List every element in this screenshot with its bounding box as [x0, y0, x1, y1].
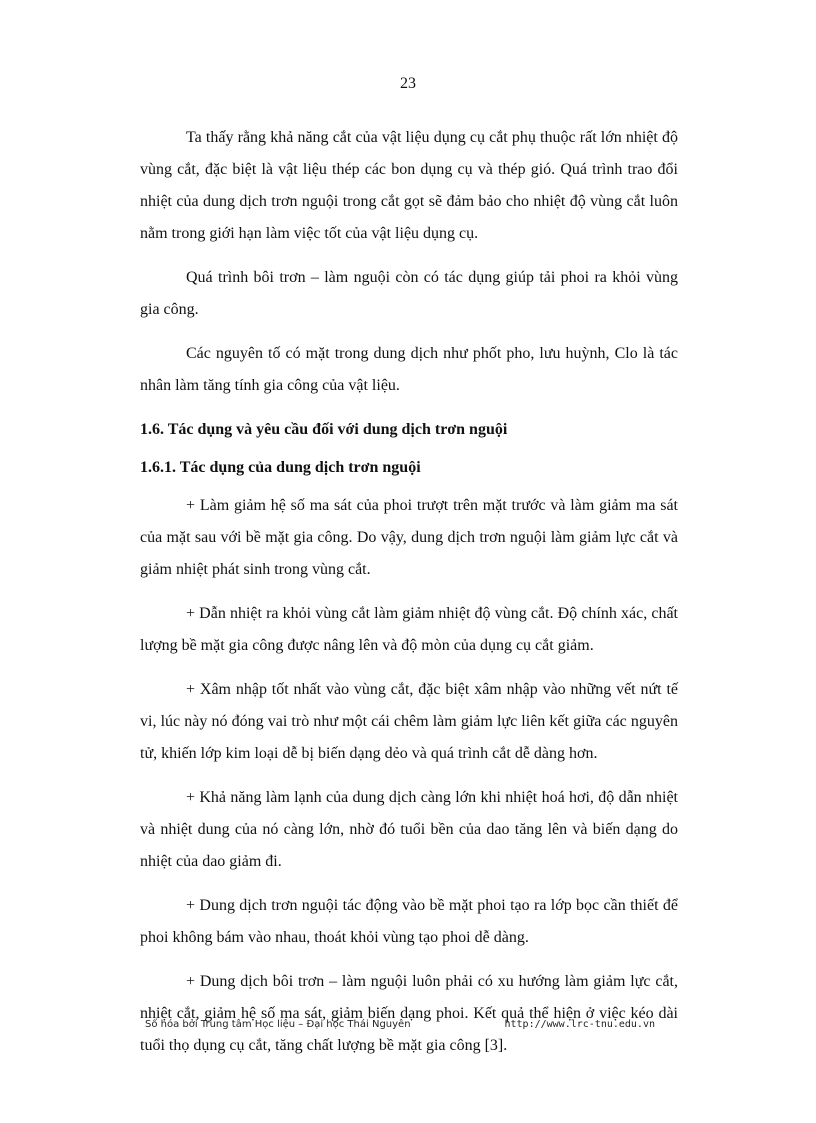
footer-url: http://www.lrc-tnu.edu.vn: [504, 1019, 655, 1030]
paragraph-intro-2: Quá trình bôi trơn – làm nguội còn có tác dụng giúp tải phoi ra khỏi vùng gia công.: [140, 269, 678, 318]
bullet-paragraph-3: + Xâm nhập tốt nhất vào vùng cắt, đặc biệt xâm nhập vào những vết nứt tế vi, lúc này nó đóng vai trò như một cái chêm làm giảm lực liên kết giữa các nguyên tử, khiến lớp kim loại dễ bị biến dạng dẻo và quá trình cắt dễ dàng hơn.: [140, 681, 678, 762]
paragraph-intro-1: Ta thấy rằng khả năng cắt của vật liệu dụng cụ cắt phụ thuộc rất lớn nhiệt độ vùng cắt, đặc biệt là vật liệu thép các bon dụng cụ và thép gió. Quá trình trao đổi nhiệt của dung dịch trơn nguội trong cắt gọt sẽ đảm bảo cho nhiệt độ vùng cắt luôn nằm trong giới hạn làm việc tốt của vật liệu dụng cụ.: [140, 129, 678, 242]
bullet-paragraph-6: + Dung dịch bôi trơn – làm nguội luôn phải có xu hướng làm giảm lực cắt, nhiệt cắt, giảm hệ số ma sát, giảm biến dạng phoi. Kết quả thể hiện ở việc kéo dài tuổi thọ dụng cụ cắt, tăng chất lượng bề mặt gia công [3].: [140, 973, 678, 1054]
page-body: [140, 122, 678, 1074]
paragraph-intro-3: Các nguyên tố có mặt trong dung dịch như phốt pho, lưu huỳnh, Clo là tác nhân làm tăng tính gia công của vật liệu.: [140, 345, 678, 394]
bullet-paragraph-4: + Khả năng làm lạnh của dung dịch càng lớn khi nhiệt hoá hơi, độ dẫn nhiệt và nhiệt dung của nó càng lớn, nhờ đó tuổi bền của dao tăng lên và biến dạng do nhiệt của dao giảm đi.: [140, 789, 678, 870]
page-number: 23: [400, 75, 416, 92]
bullet-paragraph-5: + Dung dịch trơn nguội tác động vào bề mặt phoi tạo ra lớp bọc cần thiết để phoi không bám vào nhau, thoát khỏi vùng tạo phoi dễ dàng.: [140, 897, 678, 946]
subsection-heading: 1.6.1. Tác dụng của dung dịch trơn nguội: [140, 459, 421, 476]
bullet-paragraph-1: + Làm giảm hệ số ma sát của phoi trượt trên mặt trước và làm giảm ma sát của mặt sau với bề mặt gia công. Do vậy, dung dịch trơn nguội làm giảm lực cắt và giảm nhiệt phát sinh trong vùng cắt.: [140, 497, 678, 578]
footer-source-text: Số hóa bởi Trung tâm Học liệu – Đại học Thái Nguyên: [145, 1019, 411, 1030]
bullet-paragraph-2: + Dẫn nhiệt ra khỏi vùng cắt làm giảm nhiệt độ vùng cắt. Độ chính xác, chất lượng bề mặt gia công được nâng lên và độ mòn của dụng cụ cắt giảm.: [140, 605, 678, 654]
section-heading: 1.6. Tác dụng và yêu cầu đối với dung dịch trơn nguội: [140, 421, 508, 438]
